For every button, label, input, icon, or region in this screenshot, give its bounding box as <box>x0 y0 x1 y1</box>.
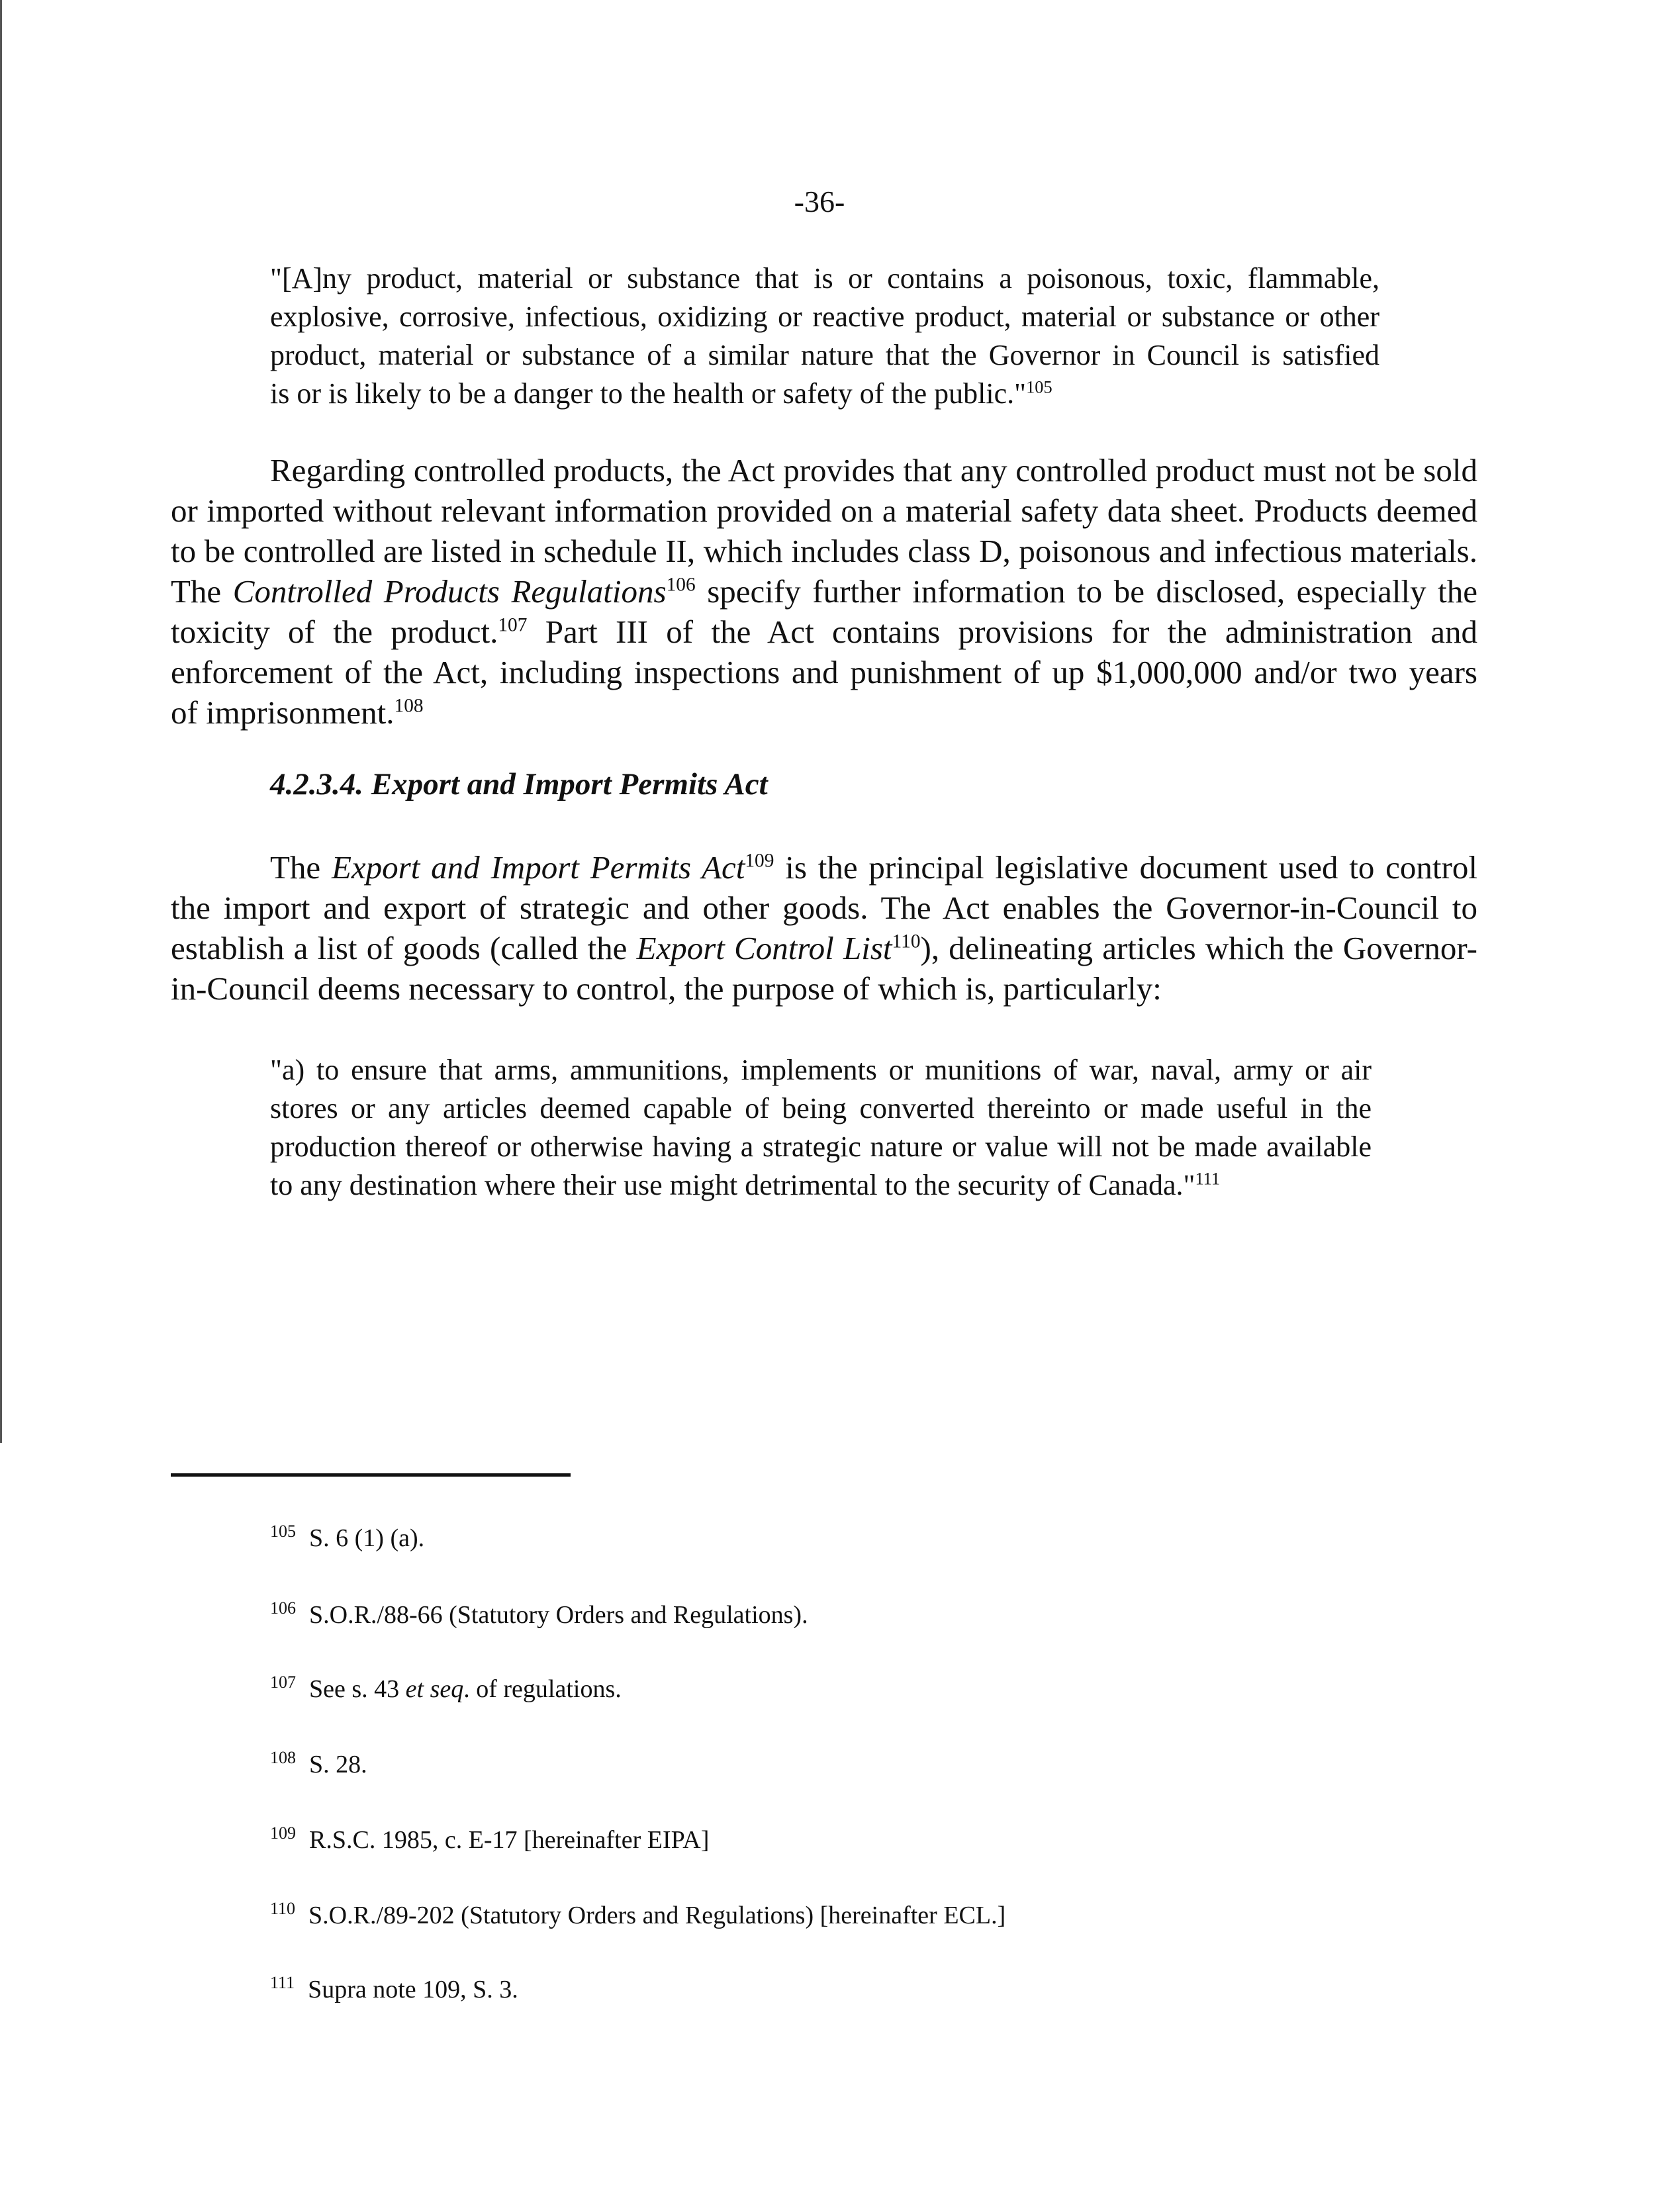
footnote-ref: 105 <box>1026 377 1052 397</box>
footnote-text: R.S.C. 1985, c. E-17 [hereinafter EIPA] <box>309 1826 710 1854</box>
italic-title: Export Control List <box>636 930 892 966</box>
footnote-106 <box>270 1592 808 1631</box>
footnote-text: S. 28. <box>309 1751 367 1778</box>
paragraph-controlled-products <box>171 450 1477 733</box>
paragraph-eipa <box>171 847 1477 1009</box>
paragraph-line <box>171 928 1477 968</box>
footnote-107 <box>270 1667 622 1705</box>
paragraph-line: the import and export of strategic and other goods. The Act enables the Governor-in-Council to <box>171 890 1477 926</box>
quote-line: stores or any articles deemed capable of being converted thereinto or made useful in the <box>270 1092 1372 1125</box>
quote-line: production thereof or otherwise having a strategic nature or value will not be made available <box>270 1130 1372 1163</box>
footnote-number: 105 <box>270 1522 296 1541</box>
paragraph-line <box>171 612 1477 652</box>
paragraph-line <box>171 847 1477 888</box>
footnote-110 <box>270 1893 1005 1931</box>
footnote-number: 108 <box>270 1748 296 1767</box>
text: Part III of the Act contains provisions for the administration and <box>527 614 1477 650</box>
italic-title: Controlled Products Regulations <box>232 573 667 610</box>
quote-text: to any destination where their use might detrimental to the security of Canada." <box>270 1169 1195 1201</box>
text: of imprisonment. <box>171 694 395 731</box>
footnote-number: 106 <box>270 1598 296 1618</box>
quote-line: product, material or substance of a similar nature that the Governor in Council is satisfied <box>270 339 1379 371</box>
footnote-number: 107 <box>270 1673 296 1692</box>
paragraph-line: in-Council deems necessary to control, the purpose of which is, particularly: <box>171 970 1162 1007</box>
paragraph-line: or imported without relevant information provided on a material safety data sheet. Products deemed <box>171 492 1477 529</box>
footnote-italic: et seq <box>405 1675 464 1703</box>
footnote-text: See s. 43 <box>309 1675 406 1703</box>
paragraph-line: to be controlled are listed in schedule II, which includes class D, poisonous and infectious materials. <box>171 533 1477 569</box>
section-heading: 4.2.3.4. Export and Import Permits Act <box>270 767 768 802</box>
footnote-number: 111 <box>270 1973 295 1992</box>
footnote-108 <box>270 1742 367 1780</box>
paragraph-line: enforcement of the Act, including inspections and punishment of up $1,000,000 and/or two years <box>171 654 1477 690</box>
footnote-ref: 107 <box>498 614 528 636</box>
paragraph-line <box>171 692 1477 733</box>
footnote-number: 109 <box>270 1823 296 1843</box>
block-quote-hazardous-product <box>270 259 1379 413</box>
text: ), delineating articles which the Governor- <box>920 930 1477 966</box>
block-quote-export-control <box>270 1051 1372 1205</box>
footnote-text: Supra note 109, S. 3. <box>308 1976 518 2003</box>
footnote-ref: 109 <box>745 850 774 872</box>
footnote-ref: 111 <box>1195 1168 1221 1189</box>
quote-line: explosive, corrosive, infectious, oxidizing or reactive product, material or substance or other <box>270 300 1379 333</box>
paragraph-line: Regarding controlled products, the Act provides that any controlled product must not be sold <box>270 452 1477 488</box>
footnote-ref: 106 <box>666 574 696 596</box>
text: establish a list of goods (called the <box>171 930 637 966</box>
footnote-109 <box>270 1817 709 1856</box>
page-number: -36- <box>794 185 845 218</box>
footnote-105 <box>270 1516 424 1554</box>
footnote-text: S.O.R./89-202 (Statutory Orders and Regulations) [hereinafter ECL.] <box>308 1902 1006 1929</box>
italic-title: Export and Import Permits Act <box>332 849 745 886</box>
text: The <box>270 849 332 886</box>
footnote-number: 110 <box>270 1899 296 1918</box>
footnote-text: S. 6 (1) (a). <box>309 1524 425 1552</box>
text: toxicity of the product. <box>171 614 498 650</box>
footnote-text: . of regulations. <box>463 1675 622 1703</box>
footnote-ref: 108 <box>394 695 424 717</box>
text: is the principal legislative document used to control <box>774 849 1477 886</box>
quote-line <box>270 1166 1372 1205</box>
footnote-separator <box>171 1473 571 1477</box>
footnote-text: S.O.R./88-66 (Statutory Orders and Regulations). <box>309 1601 808 1629</box>
footnote-ref: 110 <box>892 931 921 952</box>
quote-line: "a) to ensure that arms, ammunitions, implements or munitions of war, naval, army or air <box>270 1054 1372 1086</box>
quote-text: is or is likely to be a danger to the health or safety of the public." <box>270 377 1027 410</box>
text: specify further information to be disclosed, especially the <box>695 573 1477 610</box>
paragraph-line <box>171 571 1477 612</box>
footnote-111 <box>270 1967 518 2005</box>
quote-line <box>270 375 1379 413</box>
quote-line: "[A]ny product, material or substance that is or contains a poisonous, toxic, flammable, <box>270 262 1379 295</box>
text: The <box>171 573 233 610</box>
